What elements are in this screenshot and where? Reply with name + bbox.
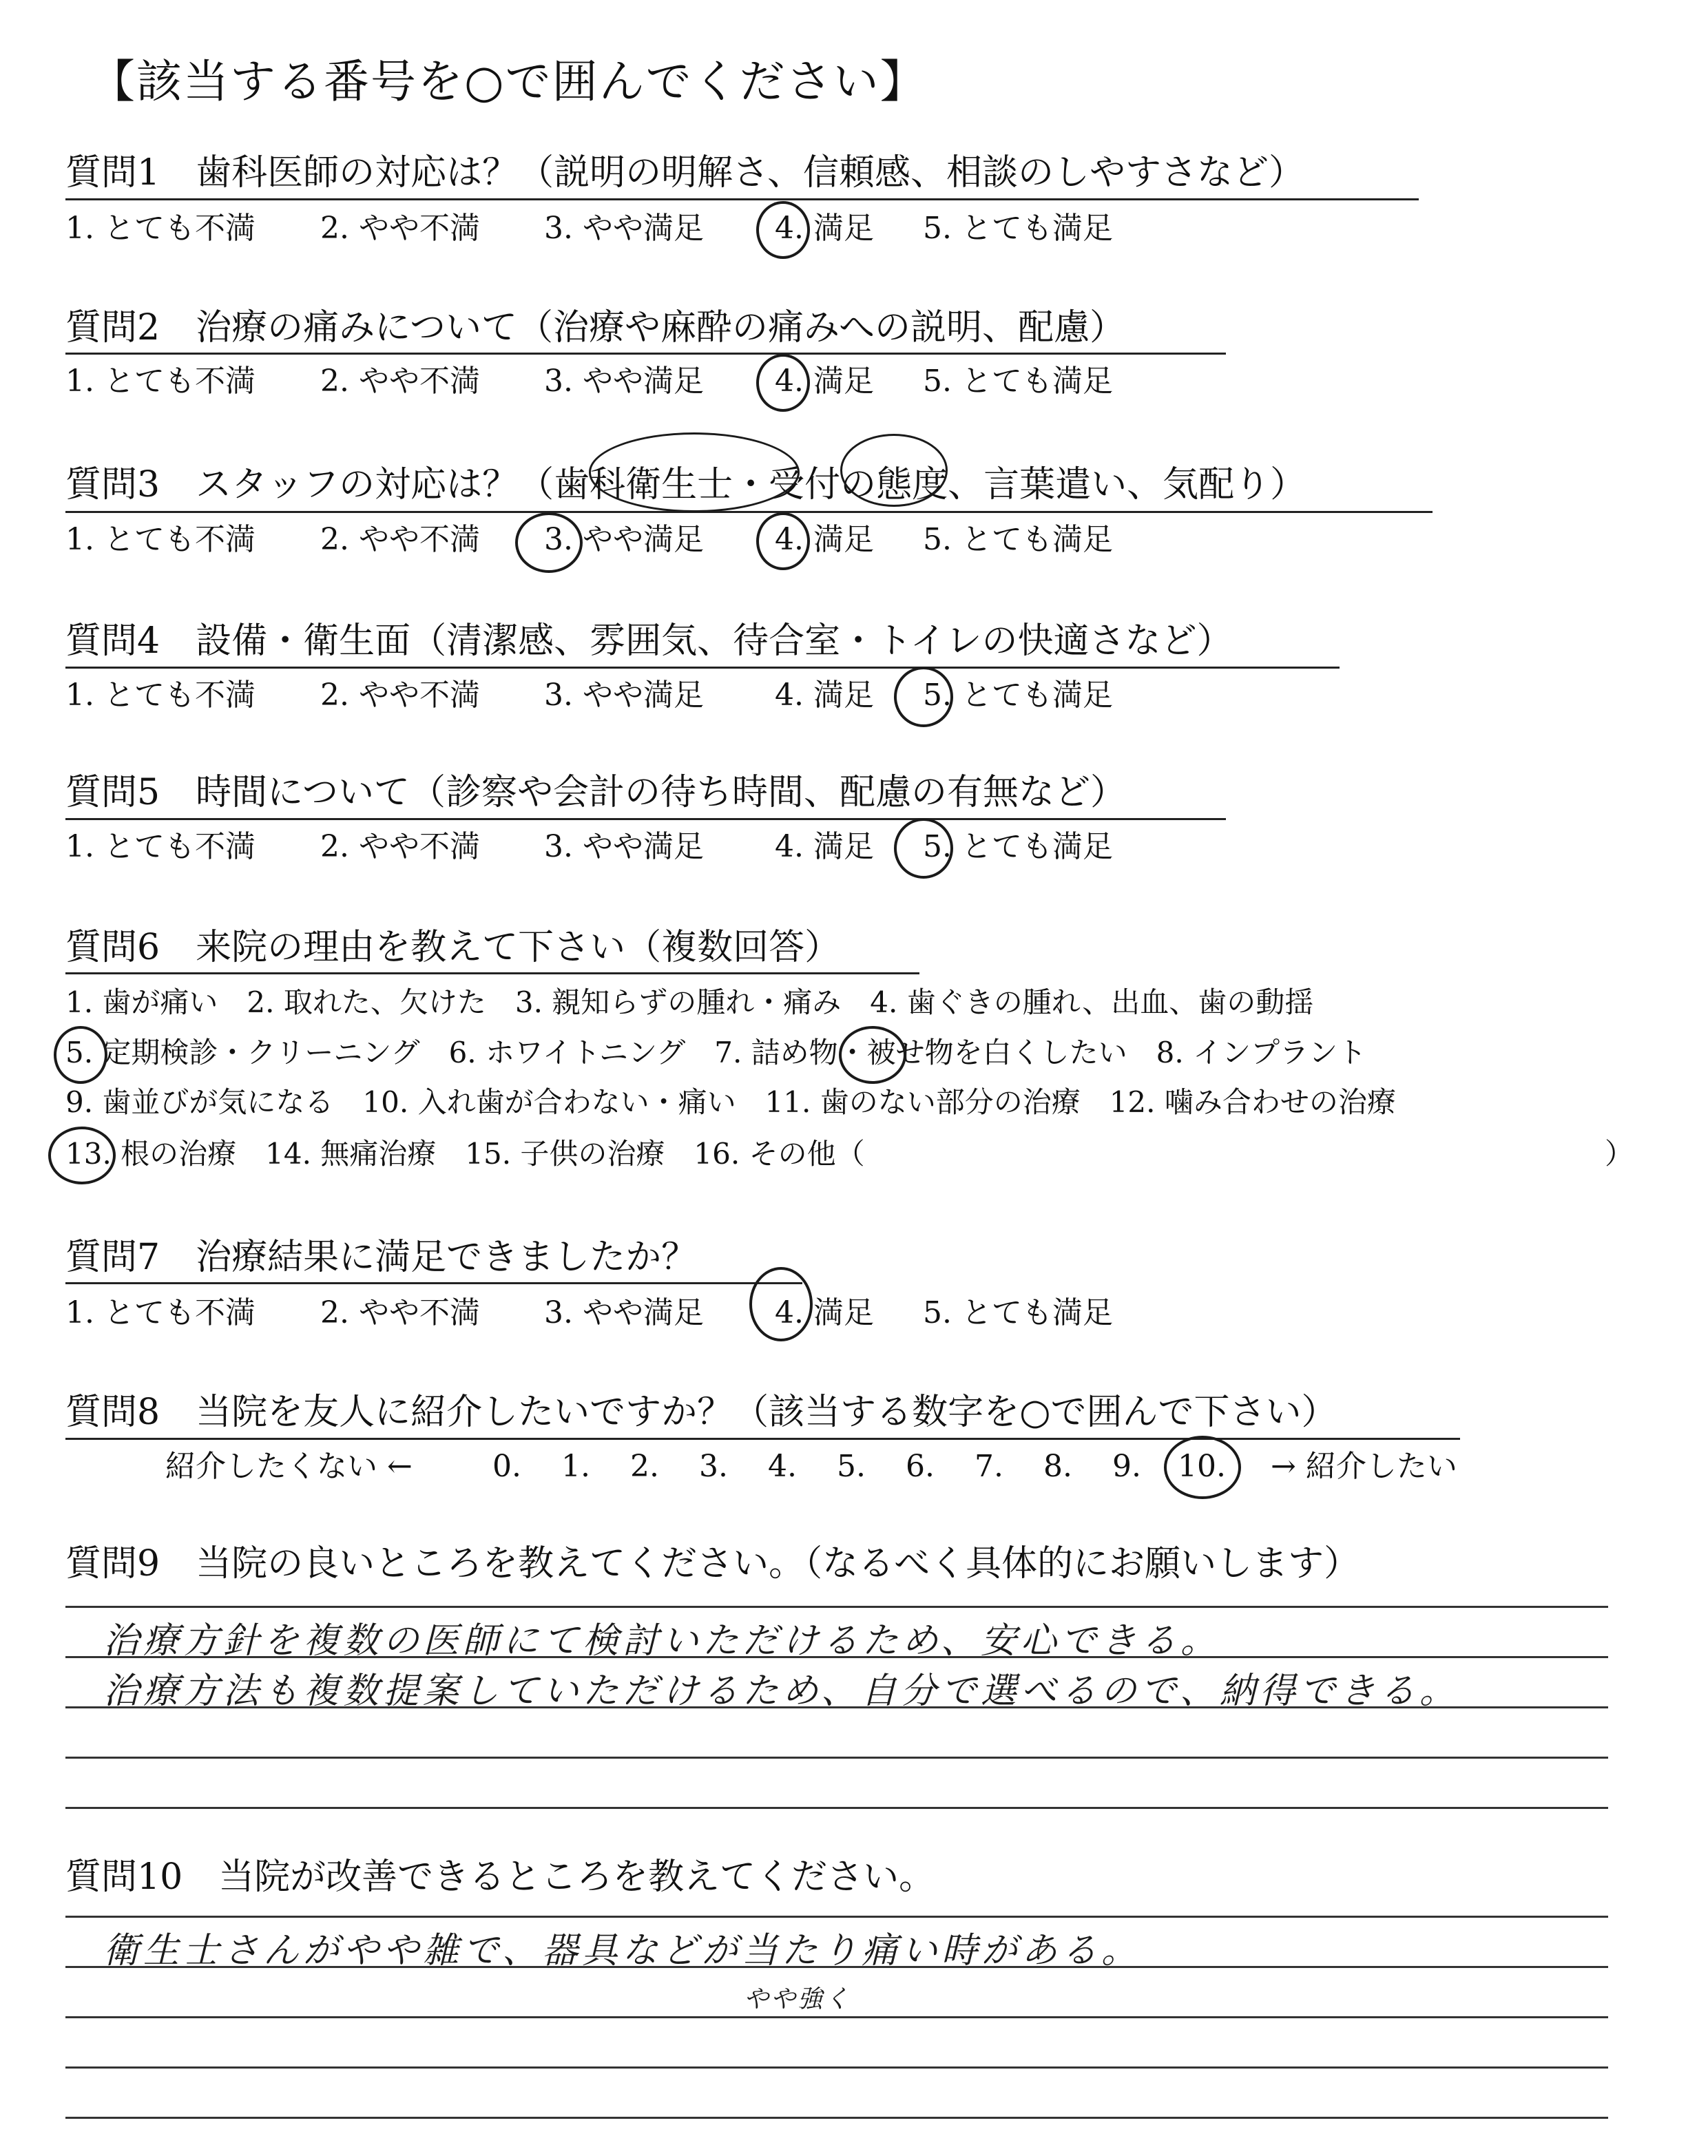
q8-num-1[interactable]: 1. [561, 1449, 590, 1484]
q4-option-5[interactable]: 5. とても満足 [923, 678, 1113, 713]
q7-option-1[interactable]: 1. とても不満 [65, 1295, 256, 1330]
q10-write-line-3 [65, 2016, 1608, 2018]
q8-title: 質問8 当院を友人に紹介したいですか？（該当する数字を○で囲んで下さい） [65, 1392, 1337, 1433]
q8-left-label: 紹介したくない ← [165, 1449, 413, 1484]
q2-option-2[interactable]: 2. やや不満 [320, 364, 480, 399]
q5-title: 質問5 時間について（診察や会計の待ち時間、配慮の有無など） [65, 772, 1127, 813]
q5-option-3[interactable]: 3. やや満足 [544, 829, 704, 864]
q8-num-7[interactable]: 7. [975, 1449, 1003, 1484]
q7-option-4[interactable]: 4. 満足 [775, 1295, 874, 1330]
q2-option-1[interactable]: 1. とても不満 [65, 364, 256, 399]
q6-other-close: ） [1605, 1137, 1634, 1171]
q1-title: 質問1 歯科医師の対応は？（説明の明解さ、信頼感、相談のしやすさなど） [65, 152, 1305, 193]
q1-option-3[interactable]: 3. やや満足 [544, 211, 704, 246]
q2-underline [65, 353, 1226, 355]
q1-selected-circle [756, 201, 810, 259]
q10-write-line-4 [65, 2066, 1608, 2069]
q5-option-5[interactable]: 5. とても満足 [923, 829, 1113, 864]
q3-underline [65, 511, 1433, 513]
q9-write-line-1 [65, 1606, 1608, 1608]
q4-option-1[interactable]: 1. とても不満 [65, 678, 256, 713]
q4-title: 質問4 設備・衛生面（清潔感、雰囲気、待合室・トイレの快適さなど） [65, 620, 1233, 662]
q5-option-1[interactable]: 1. とても不満 [65, 829, 256, 864]
q6-title: 質問6 来院の理由を教えて下さい（複数回答） [65, 927, 841, 968]
q9-title: 質問9 当院の良いところを教えてください。（なるべく具体的にお願いします） [65, 1543, 1360, 1584]
q3-staff-circle-reception [840, 434, 948, 507]
q6-underline [65, 972, 919, 974]
q8-num-6[interactable]: 6. [906, 1449, 935, 1484]
q10-handwritten-answer[interactable]: 衛生士さんがやや雑で、器具などが当たり痛い時がある。 [103, 1930, 1141, 1971]
q5-selected-circle [894, 818, 953, 879]
q10-title: 質問10 当院が改善できるところを教えてください。 [65, 1856, 935, 1898]
q7-option-5[interactable]: 5. とても満足 [923, 1295, 1113, 1330]
q1-option-5[interactable]: 5. とても満足 [923, 211, 1113, 246]
q6-row-1[interactable]: 1. 歯が痛い 2. 取れた、欠けた 3. 親知らずの腫れ・痛み 4. 歯ぐきの腫れ、出血、歯の動揺 [65, 985, 1314, 1019]
q3-selected-circle-3 [515, 512, 583, 573]
q3-selected-circle-4 [756, 512, 810, 570]
q1-option-2[interactable]: 2. やや不満 [320, 211, 480, 246]
q8-num-4[interactable]: 4. [768, 1449, 797, 1484]
q9-handwritten-answer-1[interactable]: 治療方針を複数の医師にて検討いただけるため、安心できる。 [103, 1620, 1220, 1662]
q8-num-5[interactable]: 5. [837, 1449, 866, 1484]
q7-underline [65, 1282, 802, 1284]
q10-write-line-1 [65, 1916, 1608, 1918]
q9-write-line-5 [65, 1807, 1608, 1809]
q6-row-4[interactable]: 13. 根の治療 14. 無痛治療 15. 子供の治療 16. その他（ [65, 1137, 865, 1171]
q2-option-3[interactable]: 3. やや満足 [544, 364, 704, 399]
q2-title: 質問2 治療の痛みについて（治療や麻酔の痛みへの説明、配慮） [65, 307, 1126, 348]
q4-underline [65, 667, 1340, 669]
q6-selected-circle-7 [839, 1026, 906, 1084]
q4-option-4[interactable]: 4. 満足 [775, 678, 874, 713]
q8-num-3[interactable]: 3. [699, 1449, 728, 1484]
q8-num-9[interactable]: 9. [1112, 1449, 1141, 1484]
q5-option-2[interactable]: 2. やや不満 [320, 829, 480, 864]
q9-write-line-4 [65, 1757, 1608, 1759]
q4-option-3[interactable]: 3. やや満足 [544, 678, 704, 713]
q1-option-1[interactable]: 1. とても不満 [65, 211, 256, 246]
q3-staff-circle-hygienist [589, 432, 800, 512]
q5-option-4[interactable]: 4. 満足 [775, 829, 874, 864]
q2-option-4[interactable]: 4. 満足 [775, 364, 874, 399]
q2-option-5[interactable]: 5. とても満足 [923, 364, 1113, 399]
page-header: 【該当する番号を○で囲んでください】 [90, 55, 927, 108]
q7-option-3[interactable]: 3. やや満足 [544, 1295, 704, 1330]
q8-underline [65, 1438, 1460, 1440]
q7-title: 質問7 治療結果に満足できましたか？ [65, 1237, 698, 1278]
q2-selected-circle [756, 354, 810, 412]
q6-selected-circle-5 [54, 1026, 107, 1084]
q3-option-2[interactable]: 2. やや不満 [320, 522, 480, 557]
q7-option-2[interactable]: 2. やや不満 [320, 1295, 480, 1330]
q1-underline [65, 198, 1419, 200]
q8-num-8[interactable]: 8. [1043, 1449, 1072, 1484]
q8-num-2[interactable]: 2. [630, 1449, 659, 1484]
q6-row-2[interactable]: 5. 定期検診・クリーニング 6. ホワイトニング 7. 詰め物・被せ物を白くしたい 8. インプラント [65, 1036, 1367, 1069]
q1-option-4[interactable]: 4. 満足 [775, 211, 874, 246]
q4-selected-circle [894, 667, 953, 727]
q8-num-10[interactable]: 10. [1178, 1449, 1226, 1484]
q5-underline [65, 818, 1226, 820]
q3-option-1[interactable]: 1. とても不満 [65, 522, 256, 557]
q10-write-line-5 [65, 2117, 1608, 2119]
q8-selected-circle [1164, 1436, 1241, 1499]
q4-option-2[interactable]: 2. やや不満 [320, 678, 480, 713]
q10-handwritten-insert: やや強く [744, 1985, 852, 2013]
q3-option-3[interactable]: 3. やや満足 [544, 522, 704, 557]
q7-selected-circle [749, 1267, 813, 1341]
q6-row-3[interactable]: 9. 歯並びが気になる 10. 入れ歯が合わない・痛い 11. 歯のない部分の治療 12. 噛み合わせの治療 [65, 1085, 1396, 1119]
q3-option-5[interactable]: 5. とても満足 [923, 522, 1113, 557]
q3-option-4[interactable]: 4. 満足 [775, 522, 874, 557]
q6-selected-circle-13 [48, 1127, 116, 1184]
q3-title: 質問3 スタッフの対応は？（歯科衛生士・受付の態度、言葉遣い、気配り） [65, 464, 1306, 505]
q8-right-label: → 紹介したい [1271, 1449, 1457, 1484]
q8-num-0[interactable]: 0. [492, 1449, 521, 1484]
q9-handwritten-answer-2[interactable]: 治療方法も複数提案していただけるため、自分で選べるので、納得できる。 [103, 1671, 1459, 1712]
